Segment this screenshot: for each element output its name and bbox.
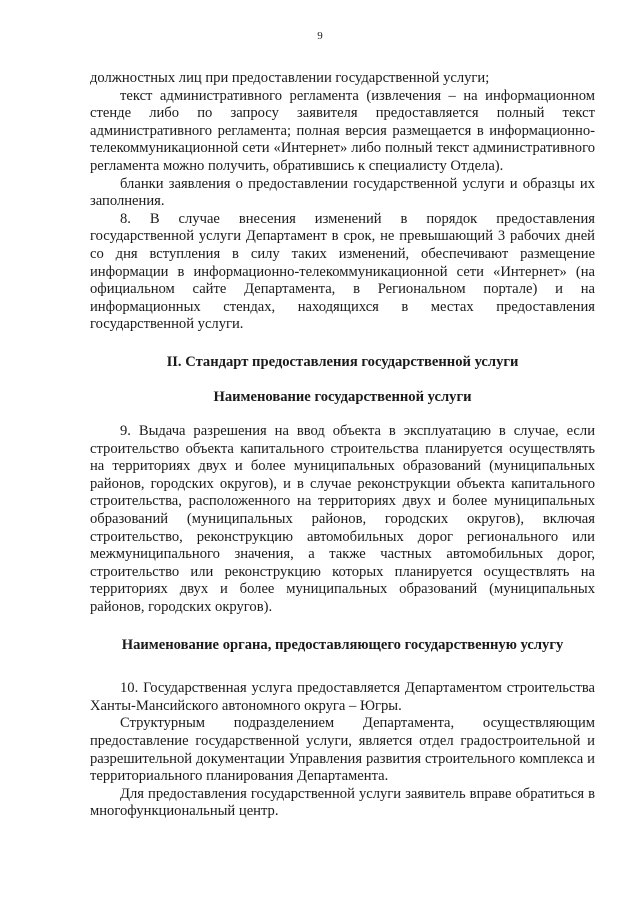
subsection-title-service-name: Наименование государственной услуги bbox=[213, 388, 472, 405]
paragraph-officials: должностных лиц при предоставлении государственной услуги; bbox=[90, 70, 490, 86]
paragraph-regulation-text: текст административного регламента (извлечения – на информационном стенде либо по запросу заявителя предоставляется полный текст административного регламента; полная версия размещается в информационно-телекоммуникационной сети «Интернет» либо полный текст административного регламента можно получить, обратившись к специалисту Отдела). bbox=[90, 87, 595, 174]
paragraph-mfc: Для предоставления государственной услуги заявитель вправе обратиться в многофункциональный центр. bbox=[90, 785, 595, 820]
paragraph-item-8: 8. В случае внесения изменений в порядок предоставления государственной услуги Департамент в срок, не превышающий 3 рабочих дней со дня вступления в силу таких изменений, обеспечивают размещение информации в информационно-телекоммуникационной сети «Интернет» (на официальном сайте Департамента, в Региональном портале) и на информационных стендах, находящихся в местах предоставления государственной услуги. bbox=[90, 210, 595, 333]
section-title: II. Стандарт предоставления государственной услуги bbox=[166, 353, 519, 370]
paragraph-item-10: 10. Государственная услуга предоставляется Департаментом строительства Ханты-Мансийского автономного округа – Югры. bbox=[90, 680, 595, 714]
subsection-title-authority-name: Наименование органа, предоставляющего государственную услугу bbox=[121, 636, 564, 653]
page-number: 9 bbox=[317, 30, 323, 42]
page-content bbox=[90, 70, 595, 821]
paragraph-application-forms: бланки заявления о предоставлении государственной услуги и образцы их заполнения. bbox=[90, 175, 595, 210]
paragraph-structural-unit: Структурным подразделением Департамента, осуществляющим предоставление государственной услуги, является отдел градостроительной и разрешительной документации Управления развития строительного комплекса и территориального планирования Департамента. bbox=[90, 715, 595, 785]
paragraph-item-9: 9. Выдача разрешения на ввод объекта в эксплуатацию в случае, если строительство объекта капитального строительства планируется осуществлять на территориях двух и более муниципальных образований (муниципальных районов, городских округов), и в случае реконструкции объекта капитального строительства, расположенного на территориях двух и более муниципальных образований (муниципальных районов, городских округов), включая строительство, реконструкцию автомобильных дорог регионального или межмуниципального значения, а также частных автомобильных дорог, строительство или реконструкцию которых планируется осуществлять на территориях двух и более муниципальных образований (муниципальных районов, городских округов). bbox=[90, 423, 595, 616]
